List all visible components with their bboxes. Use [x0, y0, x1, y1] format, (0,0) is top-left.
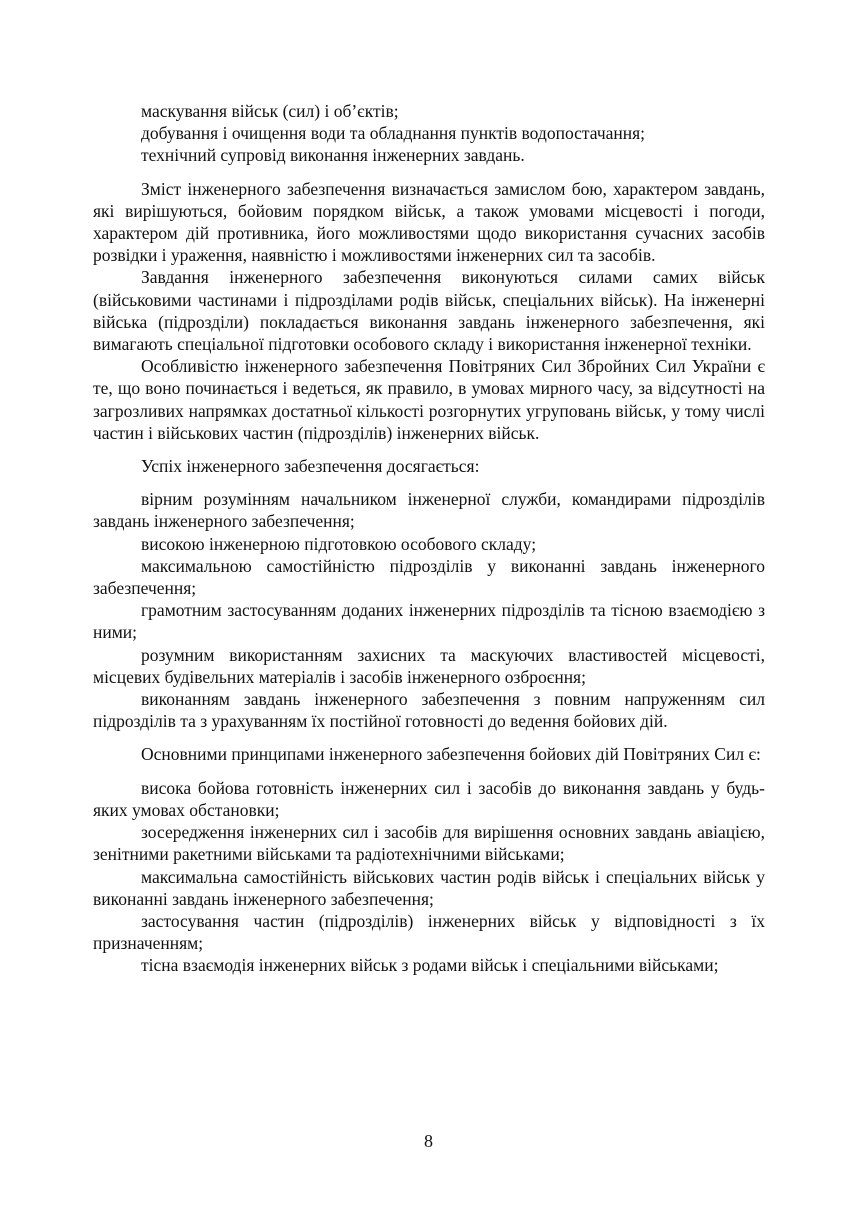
paragraph: Основними принципами інженерного забезпечення бойових дій Повітряних Сил є: — [141, 744, 761, 765]
paragraph-gap — [93, 477, 765, 488]
paragraph: Зміст інженерного забезпечення визначається замислом бою, характером завдань, які вирішуються, бойовим порядком військ, а також умовами місцевості і погоди, характером дій противника, його можливостями щодо використання сучасних засобів розвідки і ураження, наявністю і можливостями інженерних сил та засобів. — [93, 178, 765, 266]
list-item: високою інженерною підготовкою особового складу; — [141, 533, 537, 554]
list-item: маскування військ (сил) і об’єктів; — [141, 101, 399, 121]
list-item: виконанням завдань інженерного забезпечення з повним напруженням сил підрозділів та з урахуванням їх постійної готовності до ведення бойових дій. — [93, 689, 765, 732]
list-item: добування і очищення води та обладнання пунктів водопостачання; — [141, 123, 646, 144]
page-number: 8 — [424, 1131, 433, 1151]
paragraph: Завдання інженерного забезпечення виконуються силами самих військ (військовими частинами і підрозділами родів військ, спеціальних військ). На інженерні війська (підрозділи) покладається виконання завдань інженерного забезпечення, які вимагають спеціальної підготовки особового складу і використання інженерної техніки. — [93, 267, 765, 355]
list-item: висока бойова готовність інженерних сил і засобів до виконання завдань у будь-яких умовах обстановки; — [93, 777, 765, 820]
paragraph: Особливістю інженерного забезпечення Повітряних Сил Збройних Сил України є те, що воно починається і ведеться, як правило, в умовах мирного часу, за відсутності на загрозливих напрямках достатньої кількості розгорнутих угруповань військ, у тому числі частин і військових частин (підрозділів) інженерних військ. — [93, 356, 765, 443]
list-item: технічний супровід виконання інженерних завдань. — [141, 145, 525, 166]
list-item: максимальною самостійністю підрозділів у виконанні завдань інженерного забезпечення; — [93, 555, 765, 599]
paragraph-gap — [93, 444, 765, 455]
list-item: вірним розумінням начальником інженерної служби, командирами підрозділів завдань інженерного забезпечення; — [93, 489, 765, 532]
list-item: застосування частин (підрозділів) інженерних військ у відповідності з їх призначенням; — [93, 910, 765, 954]
list-item: тісна взаємодія інженерних військ з родами військ і спеціальними військами; — [141, 955, 719, 976]
list-item: грамотним застосуванням доданих інженерних підрозділів та тісною взаємодією з ними; — [93, 600, 765, 643]
paragraph-gap — [93, 167, 765, 178]
list-item: зосередження інженерних сил і засобів для вирішення основних завдань авіацією, зенітними ракетними військами та радіотехнічними військами; — [93, 822, 765, 865]
list-item: розумним використанням захисних та маскуючих властивостей місцевості, місцевих будівельних матеріалів і засобів інженерного озброєння; — [93, 644, 765, 687]
page-body — [93, 100, 765, 977]
list-item: максимальна самостійність військових частин родів військ і спеціальних військ у виконанні завдань інженерного забезпечення; — [93, 866, 765, 909]
paragraph: Успіх інженерного забезпечення досягається: — [141, 456, 480, 477]
paragraph-gap — [93, 766, 765, 777]
paragraph-gap — [93, 732, 765, 743]
